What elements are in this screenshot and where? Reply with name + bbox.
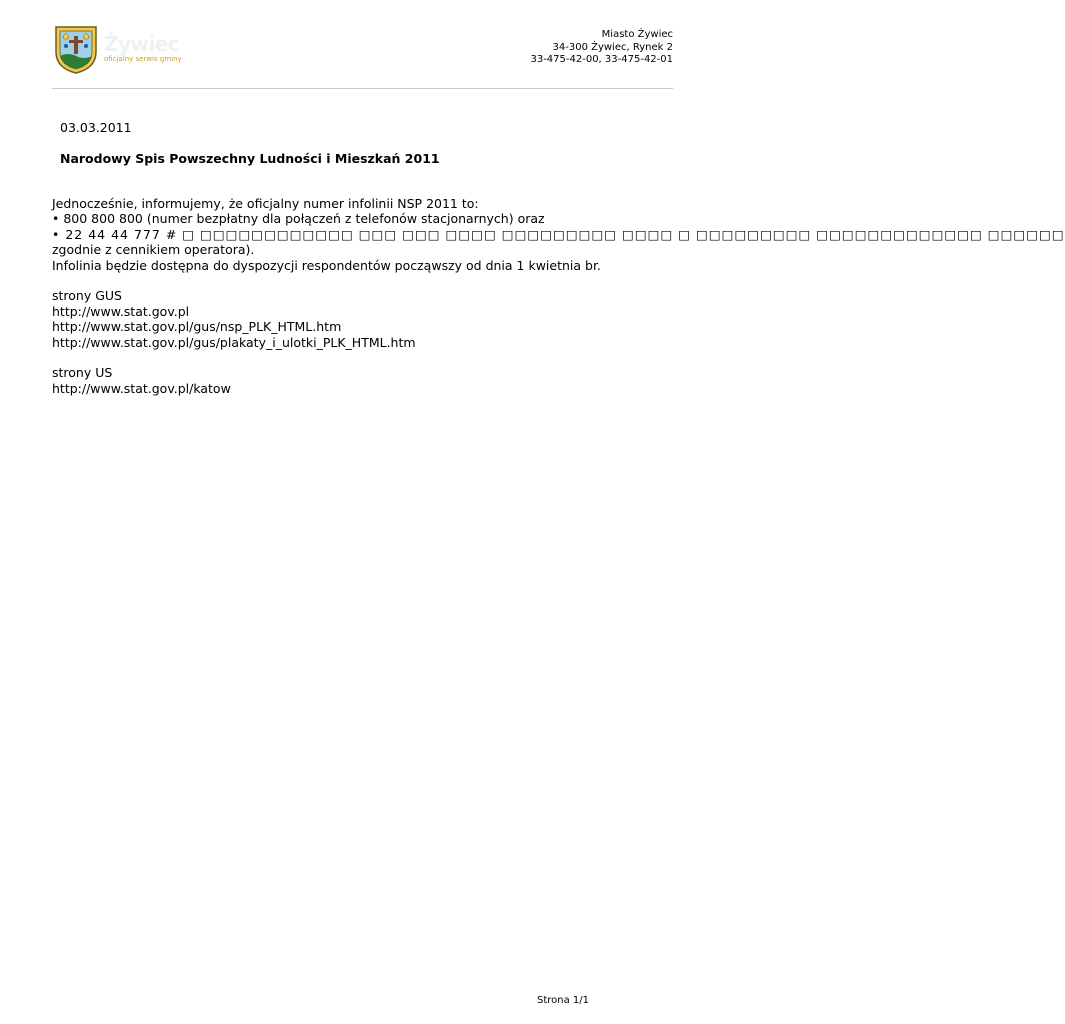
contact-city: Miasto Żywiec (601, 29, 673, 40)
contact-block (530, 29, 673, 67)
site-logo[interactable] (52, 24, 202, 76)
article-body (52, 196, 1065, 396)
intro-text: Jednocześnie, informujemy, że oficjalny numer infolinii NSP 2011 to: (52, 196, 479, 211)
availability-text: Infolinia będzie dostępna do dyspozycji respondentów począwszy od dnia 1 kwietnia br. (52, 257, 601, 273)
logo-wordmark: Żywiec (104, 32, 180, 56)
coat-of-arms-icon (52, 24, 100, 74)
logo-tagline: oficjalny serwis gminy (104, 55, 182, 63)
bullet-paid-number-continued: zgodnie z cennikiem operatora). (52, 242, 255, 258)
page-number: Strona 1/1 (537, 995, 590, 1006)
us-heading: strony US (52, 365, 113, 381)
spacer (52, 273, 714, 288)
gus-link-main[interactable]: http://www.stat.gov.pl (52, 303, 190, 319)
bullet-paid-number: • 22 44 44 777 # □ □□□□□□□□□□□□ □□□ □□□ □□□□ □□□□□□□□□ □□□□ □ □□□□□□□□□ □□□□□□□□□□□□□ □□□□□□ (52, 226, 1065, 242)
article-date: 03.03.2011 (60, 120, 132, 135)
gus-heading: strony GUS (52, 288, 122, 304)
gus-link-posters[interactable]: http://www.stat.gov.pl/gus/plakaty_i_ulotki_PLK_HTML.htm (52, 334, 416, 350)
us-link-katowice[interactable]: http://www.stat.gov.pl/katow (52, 380, 231, 396)
bullet-free-number: • 800 800 800 (numer bezpłatny dla połączeń z telefonów stacjonarnych) oraz (52, 211, 545, 227)
gus-link-nsp[interactable]: http://www.stat.gov.pl/gus/nsp_PLK_HTML.htm (52, 319, 342, 335)
header-divider (52, 88, 673, 89)
article-title: Narodowy Spis Powszechny Ludności i Mieszkań 2011 (60, 151, 440, 166)
contact-phones: 33-475-42-00, 33-475-42-01 (530, 54, 673, 65)
page-header (0, 0, 725, 90)
contact-address: 34-300 Żywiec, Rynek 2 (552, 41, 673, 53)
spacer (52, 350, 714, 365)
